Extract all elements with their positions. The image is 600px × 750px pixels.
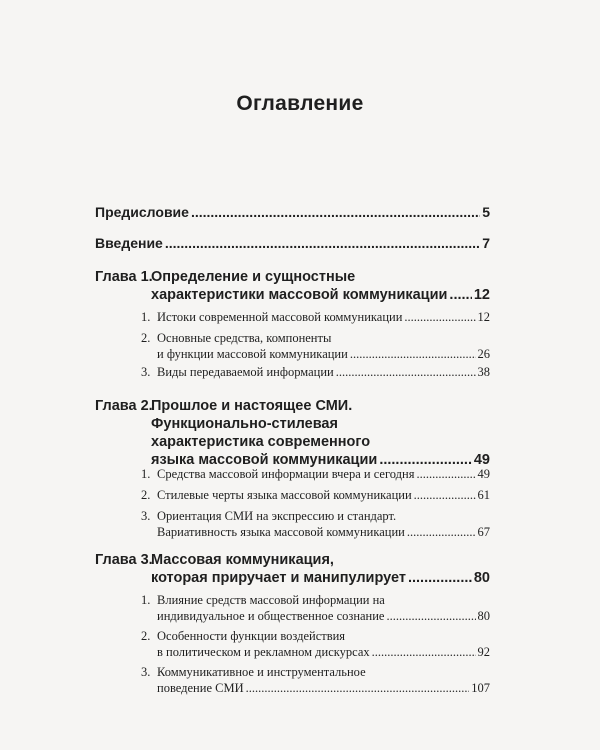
section-title-line: Основные средства, компоненты xyxy=(157,331,332,345)
toc-entry-label: Введение xyxy=(95,235,163,251)
toc-section-2-1[interactable] xyxy=(95,466,490,482)
page-number: 107 xyxy=(471,681,490,695)
leader-dots xyxy=(246,680,470,696)
toc-entry-label: Предисловие xyxy=(95,204,189,220)
toc-chapter-3[interactable] xyxy=(95,551,490,587)
chapter-label: Глава 2. xyxy=(95,398,153,414)
leader-dots xyxy=(407,524,476,540)
toc-section-3-1[interactable] xyxy=(95,592,490,624)
section-number: 2. xyxy=(141,488,151,502)
chapter-title-line: которая приручает и манипулирует xyxy=(151,570,406,586)
section-title-line: поведение СМИ xyxy=(157,681,244,695)
section-title-line: Истоки современной массовой коммуникации xyxy=(157,310,403,324)
page-number: 49 xyxy=(473,452,490,468)
page-title: Оглавление xyxy=(236,92,364,115)
chapter-title-line: Массовая коммуникация, xyxy=(151,552,334,568)
toc-entry-preface[interactable] xyxy=(95,204,490,220)
section-number: 1. xyxy=(141,593,151,607)
section-title-line: в политическом и рекламном дискурсах xyxy=(157,645,370,659)
section-title-line: Вариативность языка массовой коммуникации xyxy=(157,525,405,539)
toc-section-1-3[interactable] xyxy=(95,364,490,380)
section-title-line: Влияние средств массовой информации на xyxy=(157,593,385,607)
chapter-title-line: характеристика современного xyxy=(151,434,371,450)
chapter-title-line: Прошлое и настоящее СМИ. xyxy=(151,398,353,414)
section-title-line: Виды передаваемой информации xyxy=(157,365,334,379)
toc-section-1-1[interactable] xyxy=(95,309,490,325)
section-number: 3. xyxy=(141,509,151,523)
chapter-title-line: языка массовой коммуникации xyxy=(151,452,378,468)
page-number: 38 xyxy=(477,365,490,379)
leader-dots xyxy=(416,466,475,482)
chapter-label: Глава 1. xyxy=(95,269,153,285)
page-number: 80 xyxy=(473,570,490,586)
toc-section-2-2[interactable] xyxy=(95,487,490,503)
toc-section-3-2[interactable] xyxy=(95,628,490,660)
leader-dots xyxy=(386,608,475,624)
chapter-title-line: характеристики массовой коммуникации xyxy=(151,287,448,303)
page-number: 12 xyxy=(473,287,490,303)
page-number: 49 xyxy=(477,467,490,481)
page-number: 12 xyxy=(477,310,490,324)
section-title-line: Коммуникативное и инструментальное xyxy=(157,665,366,679)
chapter-label: Глава 3. xyxy=(95,552,153,568)
leader-dots xyxy=(372,644,476,660)
toc-entry-intro[interactable] xyxy=(95,235,490,251)
toc-section-2-3[interactable] xyxy=(95,508,490,540)
section-number: 1. xyxy=(141,310,151,324)
toc-section-1-2[interactable] xyxy=(95,330,490,362)
leader-dots xyxy=(165,235,480,251)
section-number: 2. xyxy=(141,629,151,643)
page-number: 7 xyxy=(482,235,490,251)
chapter-title-line: Функционально-стилевая xyxy=(151,416,338,432)
leader-dots xyxy=(449,286,471,304)
page-number: 92 xyxy=(477,645,490,659)
leader-dots xyxy=(414,487,476,503)
section-number: 1. xyxy=(141,467,151,481)
page-number: 5 xyxy=(482,204,490,220)
chapter-title-line: Определение и сущностные xyxy=(151,269,356,285)
page-number: 67 xyxy=(477,525,490,539)
section-title-line: индивидуальное и общественное сознание xyxy=(157,609,385,623)
leader-dots xyxy=(350,346,476,362)
page-number: 80 xyxy=(477,609,490,623)
toc-chapter-2[interactable] xyxy=(95,397,490,469)
page-number: 26 xyxy=(477,347,490,361)
leader-dots xyxy=(404,309,475,325)
section-number: 3. xyxy=(141,365,151,379)
section-title-line: Стилевые черты языка массовой коммуникации xyxy=(157,488,412,502)
leader-dots xyxy=(408,569,472,587)
section-title-line: и функции массовой коммуникации xyxy=(157,347,348,361)
leader-dots xyxy=(191,204,480,220)
section-title-line: Ориентация СМИ на экспрессию и стандарт. xyxy=(157,509,397,523)
toc-section-3-3[interactable] xyxy=(95,664,490,696)
section-title-line: Особенности функции воздействия xyxy=(157,629,346,643)
section-title-line: Средства массовой информации вчера и сегодня xyxy=(157,467,415,481)
section-number: 3. xyxy=(141,665,151,679)
toc-chapter-1[interactable] xyxy=(95,268,490,304)
leader-dots xyxy=(336,364,476,380)
section-number: 2. xyxy=(141,331,151,345)
page-number: 61 xyxy=(477,488,490,502)
